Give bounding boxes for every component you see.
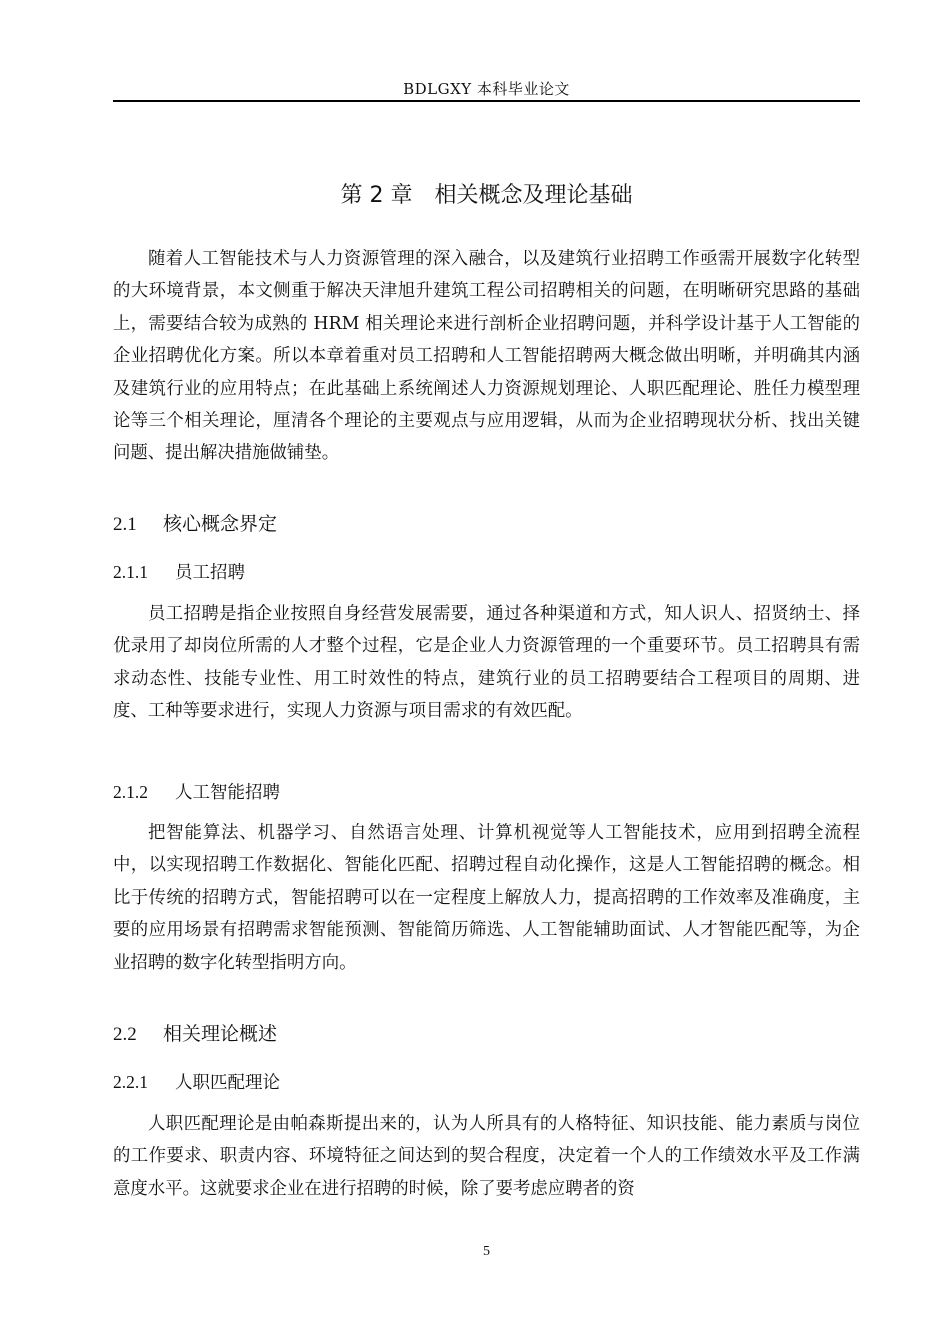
section-number: 2.1	[113, 514, 137, 535]
subsection-title: 人工智能招聘	[175, 783, 280, 803]
intro-paragraph: 随着人工智能技术与人力资源管理的深入融合，以及建筑行业招聘工作亟需开展数字化转型的大环境背景，本文侧重于解决天津旭升建筑工程公司招聘相关的问题，在明晰研究思路的基础上，需要结合较为成熟的 HRM 相关理论来进行剖析企业招聘问题，并科学设计基于人工智能的企业招聘优化方案。所以本章着重对员工招聘和人工智能招聘两大概念做出明晰，并明确其内涵及建筑行业的应用特点；在此基础上系统阐述人力资源规划理论、人职匹配理论、胜任力模型理论等三个相关理论，厘清各个理论的主要观点与应用逻辑，从而为企业招聘现状分析、找出关键问题、提出解决措施做铺垫。	[113, 249, 860, 464]
section-heading-2-2	[113, 1019, 277, 1046]
subsection-number: 2.1.2	[113, 782, 148, 802]
section-title: 核心概念界定	[163, 513, 278, 535]
section-heading-2-1	[113, 509, 277, 536]
page-number: 5	[483, 1244, 490, 1259]
paragraph-2-2-1: 人职匹配理论是由帕森斯提出来的，认为人所具有的人格特征、知识技能、能力素质与岗位的工作要求、职责内容、环境特征之间达到的契合程度，决定着一个人的工作绩效水平及工作满意度水平。这就要求企业在进行招聘的时候，除了要考虑应聘者的资	[113, 1114, 860, 1199]
running-header: BDLGXY 本科毕业论文	[403, 80, 570, 98]
paragraph-2-1-2: 把智能算法、机器学习、自然语言处理、计算机视觉等人工智能技术，应用到招聘全流程中，以实现招聘工作数据化、智能化匹配、招聘过程自动化操作，这是人工智能招聘的概念。相比于传统的招聘方式，智能招聘可以在一定程度上解放人力，提高招聘的工作效率及准确度，主要的应用场景有招聘需求智能预测、智能简历筛选、人工智能辅助面试、人才智能匹配等，为企业招聘的数字化转型指明方向。	[113, 823, 860, 973]
header-rule	[113, 100, 860, 102]
subsection-number: 2.2.1	[113, 1072, 148, 1092]
subsection-heading-2-1-1	[113, 559, 245, 584]
subsection-title: 人职匹配理论	[175, 1073, 280, 1093]
subsection-heading-2-1-2	[113, 779, 280, 804]
subsection-heading-2-2-1	[113, 1069, 280, 1094]
subsection-number: 2.1.1	[113, 562, 148, 582]
subsection-title: 员工招聘	[175, 563, 245, 583]
chapter-title: 第 2 章 相关概念及理论基础	[340, 183, 633, 208]
section-number: 2.2	[113, 1024, 137, 1045]
section-title: 相关理论概述	[163, 1023, 278, 1045]
paragraph-2-1-1: 员工招聘是指企业按照自身经营发展需要，通过各种渠道和方式，知人识人、招贤纳士、择优录用了却岗位所需的人才整个过程，它是企业人力资源管理的一个重要环节。员工招聘具有需求动态性、技能专业性、用工时效性的特点，建筑行业的员工招聘要结合工程项目的周期、进度、工种等要求进行，实现人力资源与项目需求的有效匹配。	[113, 604, 860, 722]
